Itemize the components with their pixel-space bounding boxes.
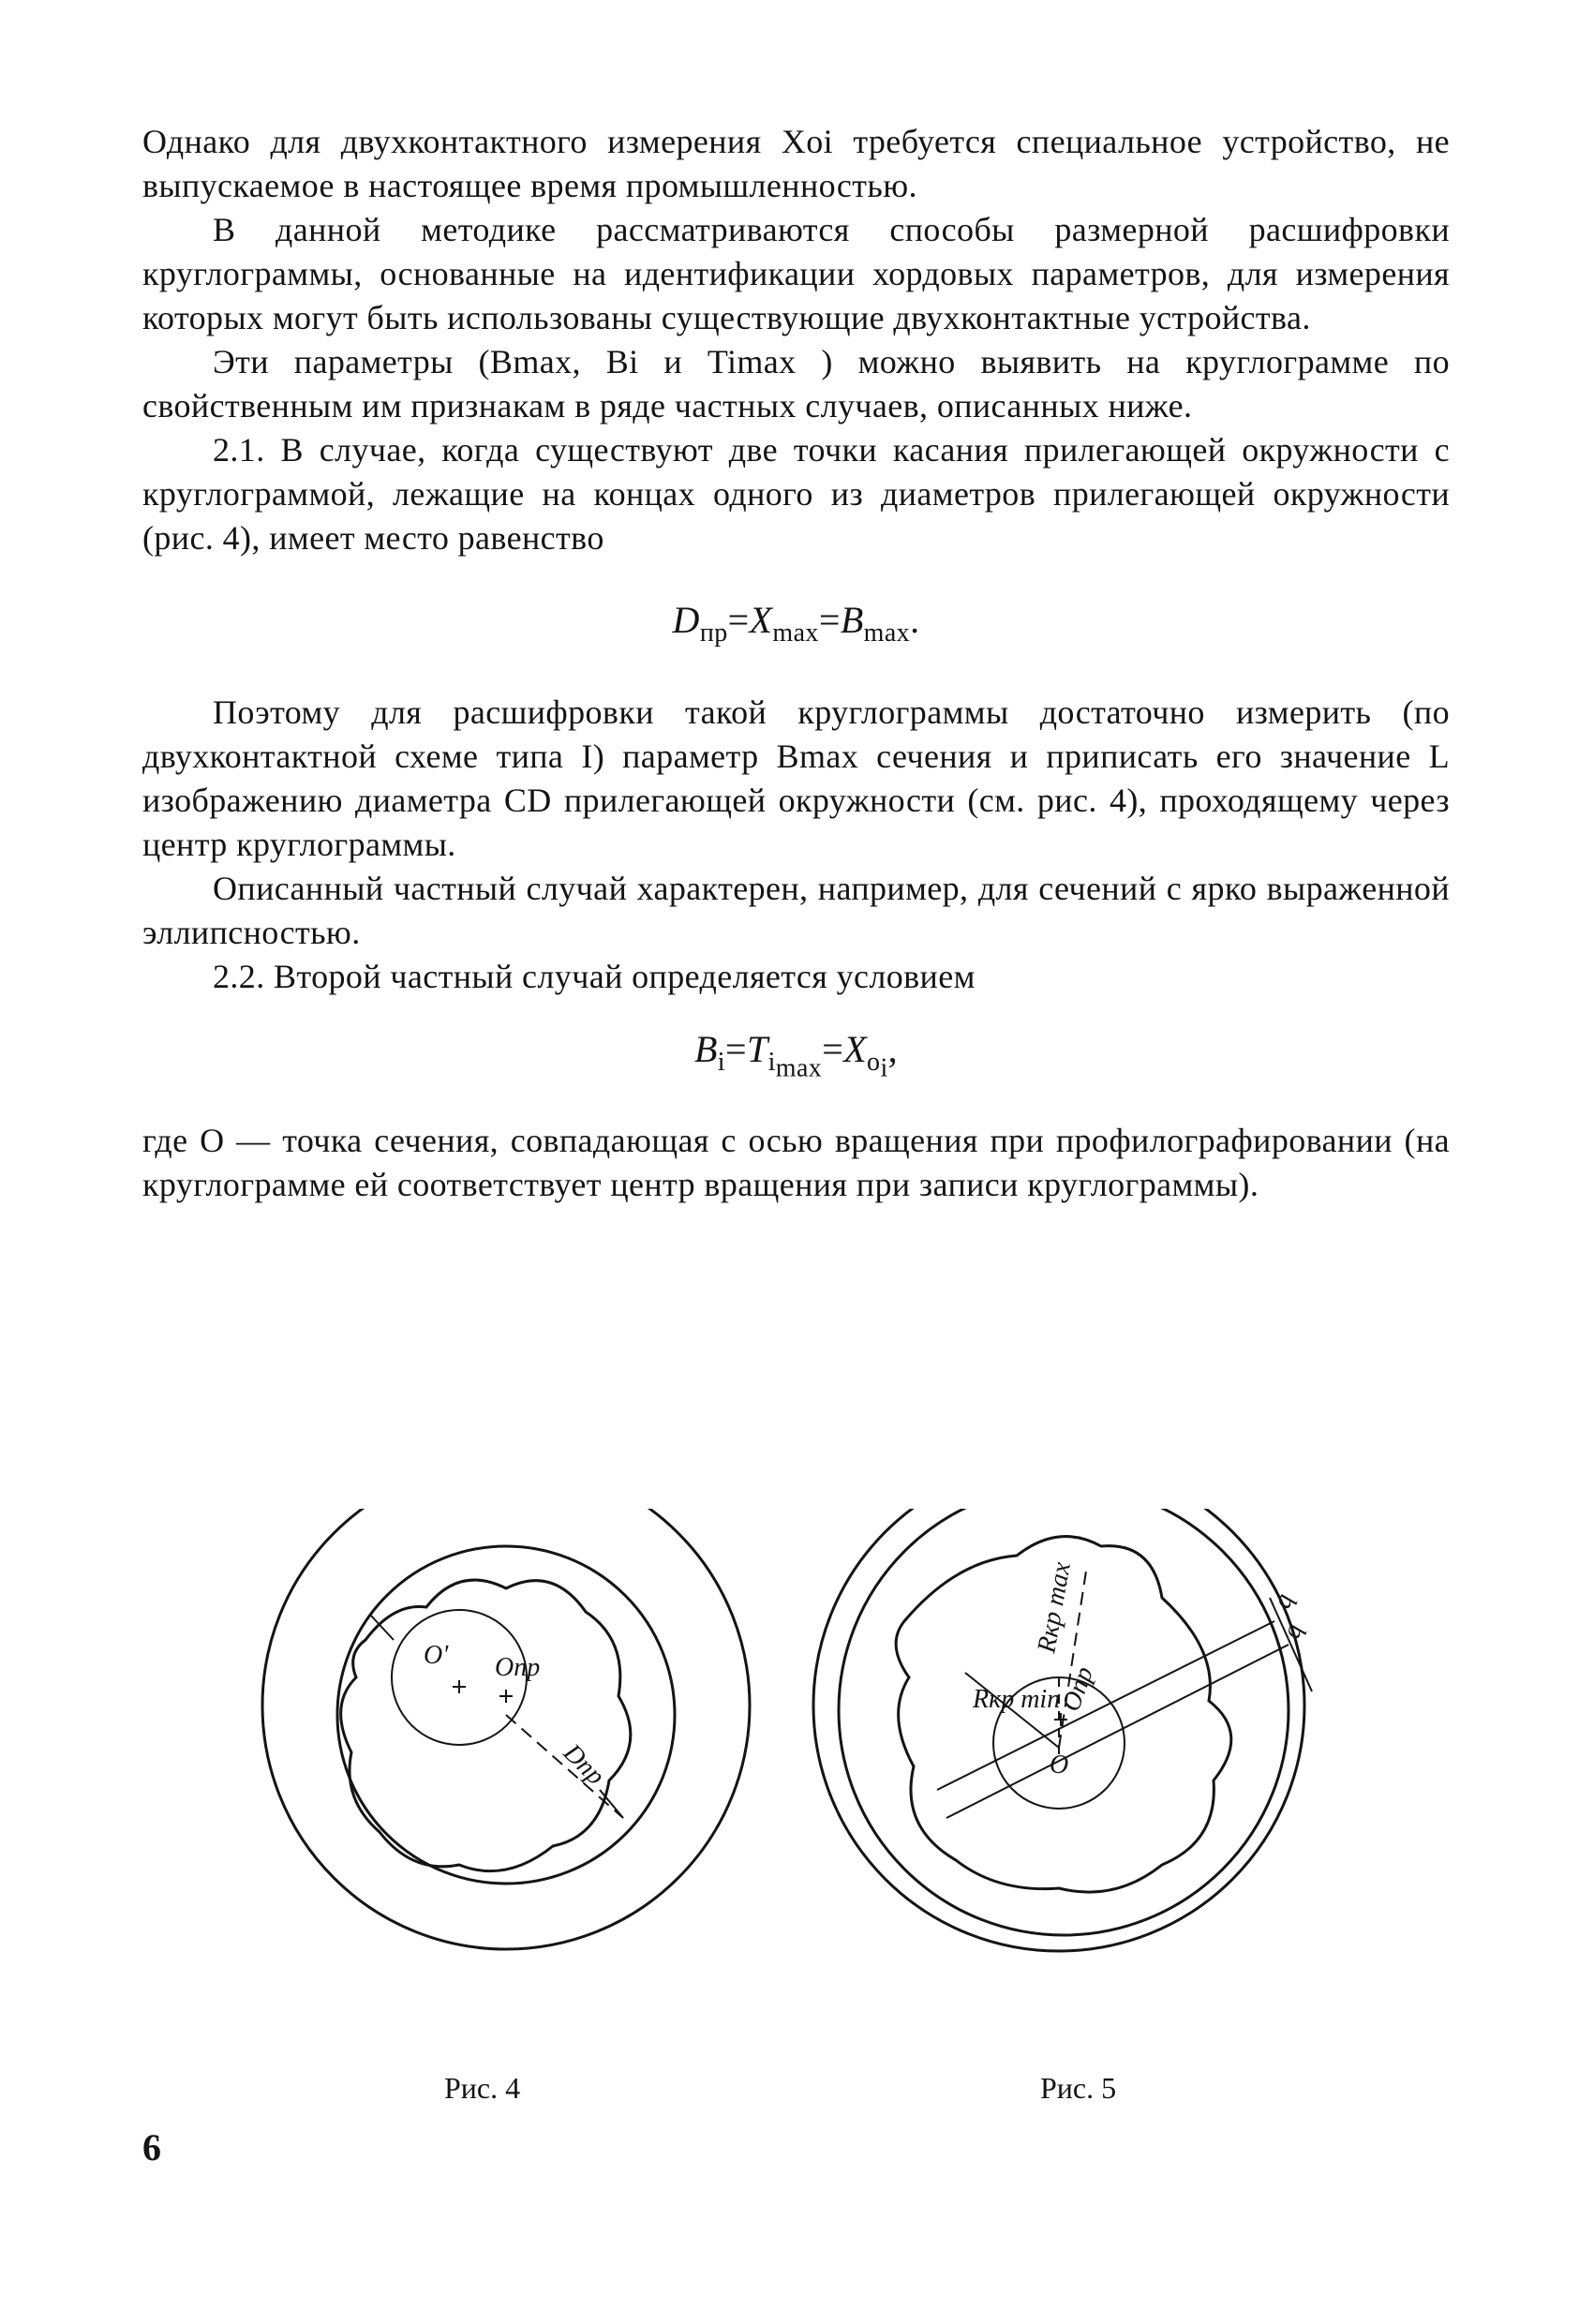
fig4-label-d-pr: Dпр — [558, 1738, 611, 1792]
formula1-x-sub: max — [772, 618, 819, 648]
formula1-eq2: = — [818, 599, 841, 641]
fig5-label-o: O — [1050, 1750, 1069, 1780]
paragraph-6: Описанный частный случай характерен, например, для сечений с ярко выраженной эллипсностью. — [142, 870, 1450, 951]
fig4-tick-line — [370, 1615, 394, 1640]
formula2-end: , — [887, 1028, 899, 1070]
formula2-b: B — [693, 1028, 718, 1070]
fig5-label-r-max: Rкр max — [1032, 1559, 1077, 1656]
fig5-label-q-2: q — [1276, 1619, 1309, 1643]
formula2-b-sub: i — [717, 1048, 725, 1077]
fig5-label-r-min: Rкр min — [973, 1685, 1061, 1714]
fig4-label-o-prime: O' — [424, 1641, 449, 1670]
body-text — [142, 120, 1450, 1207]
paragraph-8: где O — точка сечения, совпадающая с осью вращения при профилографировании (на круглограмме ей соответствует центр вращения при записи круглограммы). — [142, 1121, 1450, 1203]
formula1-d: D — [672, 599, 700, 641]
formula2-eq2: = — [822, 1028, 844, 1070]
formula2-t-sub: i — [767, 1048, 776, 1077]
fig5-caption: Рис. 5 — [1040, 2071, 1117, 2105]
formula2-t-subsub: max — [775, 1053, 823, 1083]
fig5-label-o-pr: Oпр — [1056, 1662, 1100, 1716]
formula2-eq1: = — [724, 1028, 747, 1070]
formula2-x-subsub: i — [880, 1053, 888, 1083]
paragraph-3: Эти параметры (Bmax, Bi и Timax ) можно выявить на круглограмме по свойственным им признакам в ряде частных случаев, описанных ниже. — [142, 343, 1450, 425]
formula1-d-sub: пр — [699, 618, 728, 648]
paragraph-7: 2.2. Второй частный случай определяется условием — [213, 958, 976, 995]
formula1-b-sub: max — [863, 618, 911, 648]
page-number: 6 — [142, 2126, 161, 2168]
figures-drawing — [0, 1509, 1594, 2071]
fig5-chord-line-2 — [946, 1645, 1289, 1818]
fig5-extension-line — [1270, 1598, 1312, 1691]
formula-bi-timax-xoi — [142, 1027, 1450, 1091]
formula2-t: T — [746, 1028, 768, 1070]
formula-dpr-xmax-bmax — [142, 598, 1450, 655]
figures — [0, 1509, 1594, 2071]
paragraph-5: Поэтому для расшифровки такой круглограммы достаточно измерить (по двухконтактной схеме типа I) параметр Bmax сечения и приписать его значение L изображению диаметра CD прилегающей окружности (см. рис. 4), проходящему через центр круглограммы. — [142, 693, 1450, 863]
fig4-label-o-pr: Oпр — [495, 1653, 541, 1682]
fig4-caption: Рис. 4 — [444, 2071, 521, 2105]
formula2-x-sub: o — [867, 1048, 881, 1077]
formula1-b: B — [840, 599, 864, 641]
formula2-x: X — [843, 1028, 868, 1070]
fig4-roundness-profile — [341, 1580, 631, 1871]
formula1-eq1: = — [727, 599, 750, 641]
paragraph-4: 2.1. В случае, когда существуют две точки касания прилегающей окружности с круглограммой, лежащие на концах одного из диаметров прилегающей окружности (рис. 4), имеет место равенство — [142, 431, 1450, 557]
paragraph-2: В данной методике рассматриваются способы размерной расшифровки круглограммы, основанные на идентификации хордовых параметров, для измерения которых могут быть использованы существующие двухконтактные устройства. — [142, 211, 1450, 336]
formula1-end: . — [910, 599, 920, 641]
formula1-x: X — [749, 599, 773, 641]
paragraph-1: Однако для двухконтактного измерения Xoi требуется специальное устройство, не выпускаемое в настоящее время промышленностью. — [142, 123, 1450, 204]
fig5-label-q-1: q — [1267, 1589, 1300, 1613]
